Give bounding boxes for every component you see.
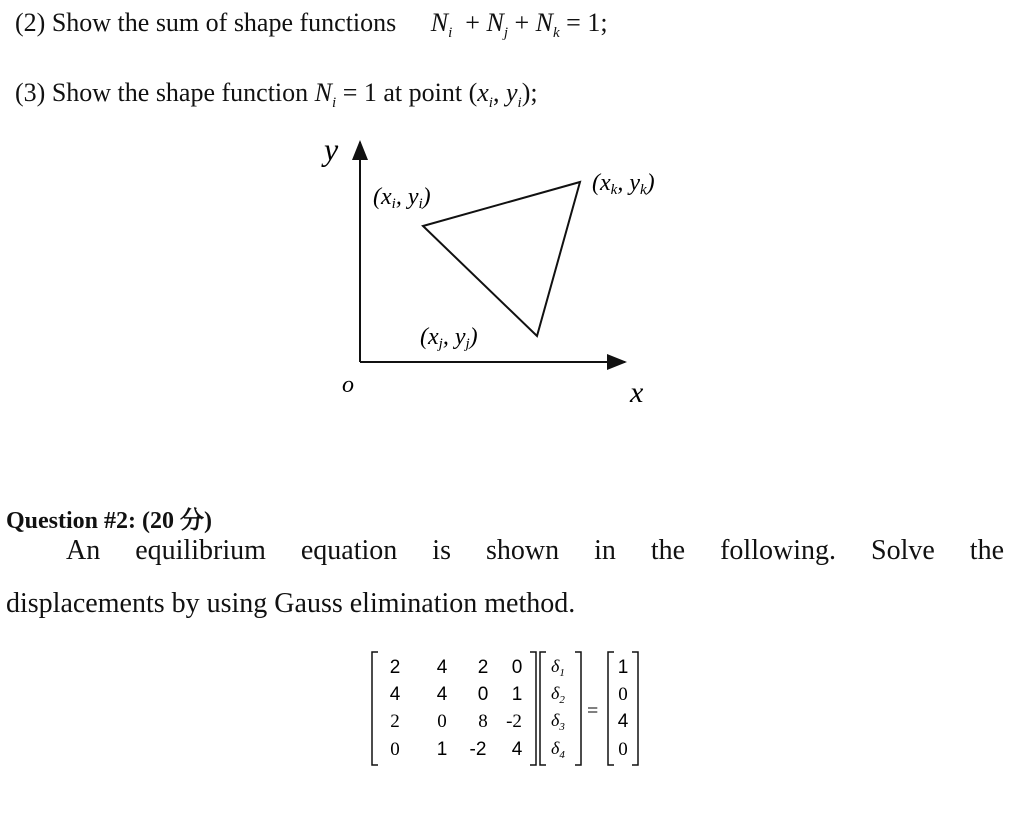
k-cell: 4 [511,739,523,760]
item-3-text: (3) Show the shape function [15,78,309,107]
k-cell: 2 [477,657,489,678]
triangle-element-figure [300,130,720,420]
triangle-element [423,182,580,336]
k-matrix-right-bracket [530,652,536,765]
delta-2: $\delta_2$ [551,683,565,706]
k-cell: -2 [506,711,522,732]
item-3-point: ($x_i$, $y_i$); [468,78,538,112]
k-cell: 4 [436,657,448,678]
x-axis-label: x [630,376,644,409]
delta-vector-right-bracket [575,652,581,765]
origin-label: o [342,372,354,398]
item-2-line [15,8,608,42]
delta-1: $\delta_1$ [551,656,565,679]
vertex-j-label: (xj, yj) [420,324,478,352]
vertex-k-label: (xk, yk) [592,170,655,198]
y-axis-label: y [324,131,339,167]
delta-4: $\delta_4$ [551,738,565,761]
k-cell: 0 [390,739,400,760]
k-cell: 4 [436,684,448,705]
matrix-equation [360,645,650,775]
item-3-equation: $N_i = 1$ [314,78,384,112]
k-cell: 0 [511,657,523,678]
k-cell: 4 [389,684,401,705]
k-cell: 2 [389,657,401,678]
question-title: Question #2: (20 分) [6,508,212,534]
k-cell: 0 [437,711,447,732]
k-cell: -2 [469,739,487,760]
item-3-line [15,78,538,112]
k-cell: 2 [390,711,400,732]
f-vector-right-bracket [632,652,638,765]
delta-3: $\delta_3$ [551,710,565,733]
item-3-mid-text: at point [383,78,463,107]
f-cell: 0 [618,739,628,760]
f-cell: 1 [617,657,629,678]
question-paragraph-line1: An equilibrium equation is shown in the following. Solve the [66,535,1004,566]
k-cell: 1 [436,739,448,760]
vertex-i-label: (xi, yi) [373,184,431,212]
k-cell: 0 [477,684,489,705]
delta-vector-left-bracket [540,652,546,765]
k-cell: 8 [478,711,488,732]
question-paragraph-line2: displacements by using Gauss elimination method. [6,588,576,619]
f-vector-left-bracket [608,652,614,765]
item-2-equation: $N_i + N_j + N_k = 1$; [430,8,608,42]
f-cell: 0 [618,684,628,705]
f-cell: 4 [617,711,629,732]
item-2-text: (2) Show the sum of shape functions [15,8,397,37]
k-cell: 1 [511,684,523,705]
equals-sign: = [587,700,599,722]
k-matrix-left-bracket [372,652,378,765]
